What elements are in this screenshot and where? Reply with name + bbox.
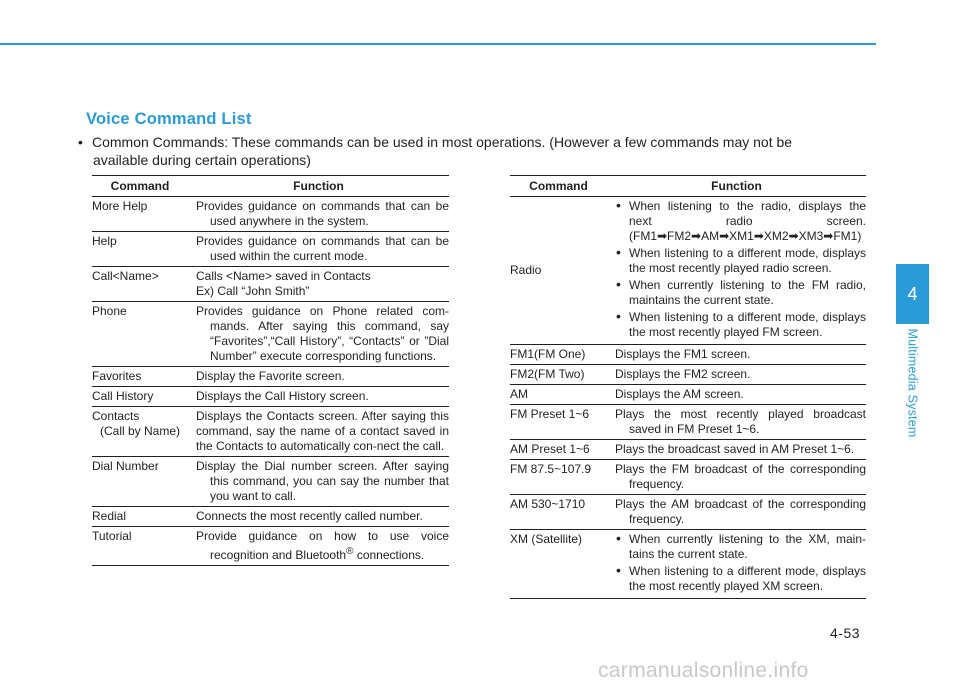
list-item: • When currently listening to the FM radio, maintains the current state. (615, 278, 866, 308)
right-command-table (510, 175, 866, 599)
function-cell: Provide guidance on how to use voice recognition and Bluetooth® connections. (188, 527, 449, 566)
function-cell: Displays the AM screen. (607, 385, 866, 405)
list-item: • When currently listening to the XM, main-tains the current state. (615, 532, 866, 562)
chapter-label (897, 315, 927, 451)
table-row (92, 267, 449, 302)
radio-function-list (615, 199, 866, 340)
command-cell: AM Preset 1~6 (510, 440, 607, 460)
function-cell: Provides guidance on commands that can be used anywhere in the system. (188, 197, 449, 232)
table-row (510, 405, 866, 440)
header-command: Command (510, 176, 607, 197)
table-row (92, 407, 449, 457)
table-row (92, 367, 449, 387)
command-cell: AM 530~1710 (510, 495, 607, 530)
intro-bullet: • (78, 134, 83, 150)
command-cell: FM 87.5~107.9 (510, 460, 607, 495)
function-cell: Displays the Call History screen. (188, 387, 449, 407)
intro-paragraph (78, 134, 880, 169)
table-row (510, 440, 866, 460)
section-title: Voice Command List (86, 110, 252, 128)
intro-line-2: available during certain operations) (93, 151, 311, 168)
function-cell: Plays the most recently played broadcast saved in FM Preset 1~6. (607, 405, 866, 440)
function-cell: Display the Favorite screen. (188, 367, 449, 387)
table-row (92, 232, 449, 267)
command-cell: XM (Satellite) (510, 530, 607, 599)
command-cell: Help (92, 232, 188, 267)
command-cell: Phone (92, 302, 188, 367)
table-row (510, 197, 866, 345)
table-row (510, 530, 866, 599)
command-cell: FM2(FM Two) (510, 365, 607, 385)
function-cell: Display the Dial number screen. After saying this command, you can say the number that you want to call. (188, 457, 449, 507)
function-cell: Calls <Name> saved in Contacts Ex) Call “John Smith” (188, 267, 449, 302)
function-cell: Provides guidance on commands that can be used within the current mode. (188, 232, 449, 267)
header-function: Function (607, 176, 866, 197)
command-cell: Tutorial (92, 527, 188, 566)
xm-function-list (615, 532, 866, 594)
header-command: Command (92, 176, 188, 197)
table-header-row (92, 176, 449, 197)
function-cell: Displays the FM2 screen. (607, 365, 866, 385)
watermark: carmanualsonline.info (598, 659, 809, 682)
function-cell: Plays the FM broadcast of the corresponding frequency. (607, 460, 866, 495)
function-cell: Plays the AM broadcast of the corresponding frequency. (607, 495, 866, 530)
function-cell: Displays the Contacts screen. After saying this command, say the name of a contact saved in the Contacts to automatically con-nect the call. (188, 407, 449, 457)
function-cell: Plays the broadcast saved in AM Preset 1~6. (607, 440, 866, 460)
table-header-row (510, 176, 866, 197)
command-cell: FM Preset 1~6 (510, 405, 607, 440)
function-cell (607, 530, 866, 599)
list-item: • When listening to a different mode, displays the most recently played radio screen. (615, 246, 866, 276)
intro-text-1: Common Commands: These commands can be used in most operations. (However a few commands may not be (92, 134, 793, 150)
command-cell: More Help (92, 197, 188, 232)
page-number: 4-53 (830, 625, 861, 641)
table-row (92, 457, 449, 507)
command-cell: Call<Name> (92, 267, 188, 302)
table-row (92, 302, 449, 367)
table-row (510, 460, 866, 495)
command-cell: FM1(FM One) (510, 345, 607, 365)
table-row (92, 527, 449, 566)
table-row (510, 365, 866, 385)
table-row (510, 385, 866, 405)
intro-line-1 (78, 134, 880, 152)
function-cell: Connects the most recently called number. (188, 507, 449, 527)
list-item: • When listening to a different mode, displays the most recently played FM screen. (615, 310, 866, 340)
command-cell: Call History (92, 387, 188, 407)
command-cell: Favorites (92, 367, 188, 387)
left-command-table (92, 175, 449, 566)
top-rule (0, 43, 876, 45)
table-row (510, 495, 866, 530)
chapter-label-text: Multimedia System (905, 328, 919, 438)
function-cell (607, 197, 866, 345)
command-cell: Contacts (Call by Name) (92, 407, 188, 457)
chapter-number: 4 (907, 284, 918, 304)
table-row (92, 507, 449, 527)
command-cell: Redial (92, 507, 188, 527)
registered-mark: ® (346, 546, 354, 557)
table-row (92, 197, 449, 232)
command-cell: Radio (510, 197, 607, 345)
function-cell: Displays the FM1 screen. (607, 345, 866, 365)
header-function: Function (188, 176, 449, 197)
command-cell: Dial Number (92, 457, 188, 507)
function-cell: Provides guidance on Phone related com- mands. After saying this command, say “Favorites”,“Call History”, “Contacts” or ”Dial Number” execute corresponding functions. (188, 302, 449, 367)
table-row (510, 345, 866, 365)
list-item: • When listening to a different mode, displays the most recently played XM screen. (615, 564, 866, 594)
list-item: • When listening to the radio, displays the next radio screen. (FM1➡FM2➡AM➡XM1➡XM2➡XM3➡FM1) (615, 199, 866, 244)
command-cell: AM (510, 385, 607, 405)
table-row (92, 387, 449, 407)
